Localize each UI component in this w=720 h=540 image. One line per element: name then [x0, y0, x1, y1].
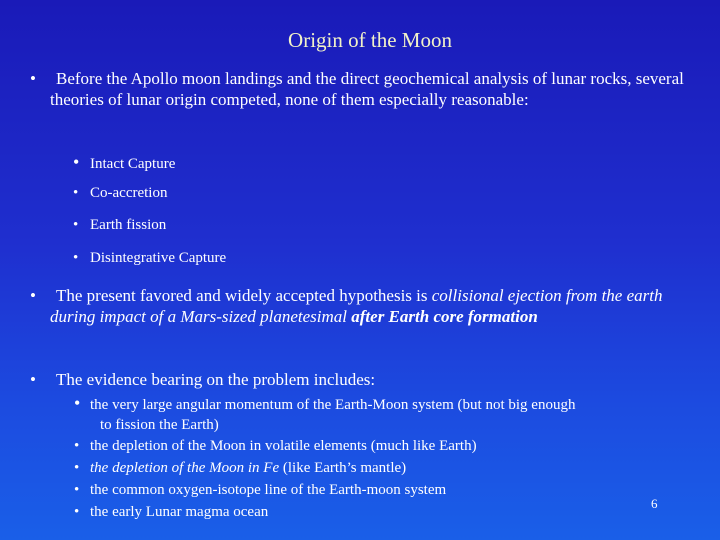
evidence-item-magma-ocean — [74, 502, 694, 523]
bullet-icon: • — [73, 250, 79, 266]
evidence-item-angular-momentum — [74, 393, 694, 416]
bullet-icon: • — [74, 504, 80, 520]
bullet-text — [30, 285, 690, 327]
bullet-icon: • — [74, 393, 81, 413]
hypothesis-text: The present favored and widely accepted hypothesis is — [56, 286, 432, 305]
evidence-item-fe-depletion — [74, 458, 694, 479]
evidence-text: the early Lunar magma ocean — [90, 504, 269, 520]
bullet-icon: • — [73, 217, 79, 233]
theory-item-co-accretion — [73, 185, 167, 202]
theory-label: Intact Capture — [90, 156, 176, 172]
theory-label: Earth fission — [90, 217, 167, 233]
bullet-evidence — [30, 369, 690, 390]
bullet-icon: • — [74, 482, 80, 498]
evidence-italic: the depletion of the Moon in Fe — [90, 460, 280, 476]
evidence-text: the depletion of the Moon in volatile elements (much like Earth) — [90, 438, 477, 454]
hypothesis-italic: collisional ejection from the earth during impact of a Mars-sized planetesimal — [50, 286, 663, 326]
theory-item-disintegrative-capture — [73, 250, 226, 267]
bullet-icon: • — [74, 460, 80, 476]
bullet-icon: • — [73, 185, 79, 201]
hypothesis-bold-italic: after Earth core formation — [351, 307, 538, 326]
bullet-current-hypothesis — [30, 285, 690, 327]
bullet-text: Before the Apollo moon landings and the direct geochemical analysis of lunar rocks, several theories of lunar origin competed, none of them especially reasonable: — [50, 69, 684, 109]
bullet-icon: • — [74, 438, 80, 454]
theory-item-earth-fission — [73, 217, 166, 234]
evidence-text: the very large angular momentum of the Earth-Moon system (but not big enough — [90, 397, 576, 413]
evidence-text: (like Earth’s mantle) — [279, 460, 407, 476]
evidence-item-continuation — [74, 415, 720, 436]
bullet-icon: • — [30, 286, 36, 305]
evidence-text: to fission the Earth) — [100, 417, 219, 433]
theory-label: Disintegrative Capture — [90, 250, 227, 266]
evidence-text: the common oxygen-isotope line of the Earth-moon system — [90, 482, 447, 498]
theory-item-intact-capture — [73, 152, 175, 173]
evidence-item-volatile-depletion — [74, 436, 694, 457]
page-number: 6 — [651, 496, 658, 511]
bullet-pre-apollo — [30, 68, 690, 110]
bullet-text: The evidence bearing on the problem includes: — [56, 370, 376, 389]
bullet-icon: • — [30, 370, 36, 389]
slide-title: Origin of the Moon — [288, 28, 452, 52]
theory-label: Co-accretion — [90, 185, 168, 201]
bullet-icon: • — [73, 152, 80, 172]
evidence-item-oxygen-isotope — [74, 480, 694, 501]
bullet-icon: • — [30, 69, 36, 88]
